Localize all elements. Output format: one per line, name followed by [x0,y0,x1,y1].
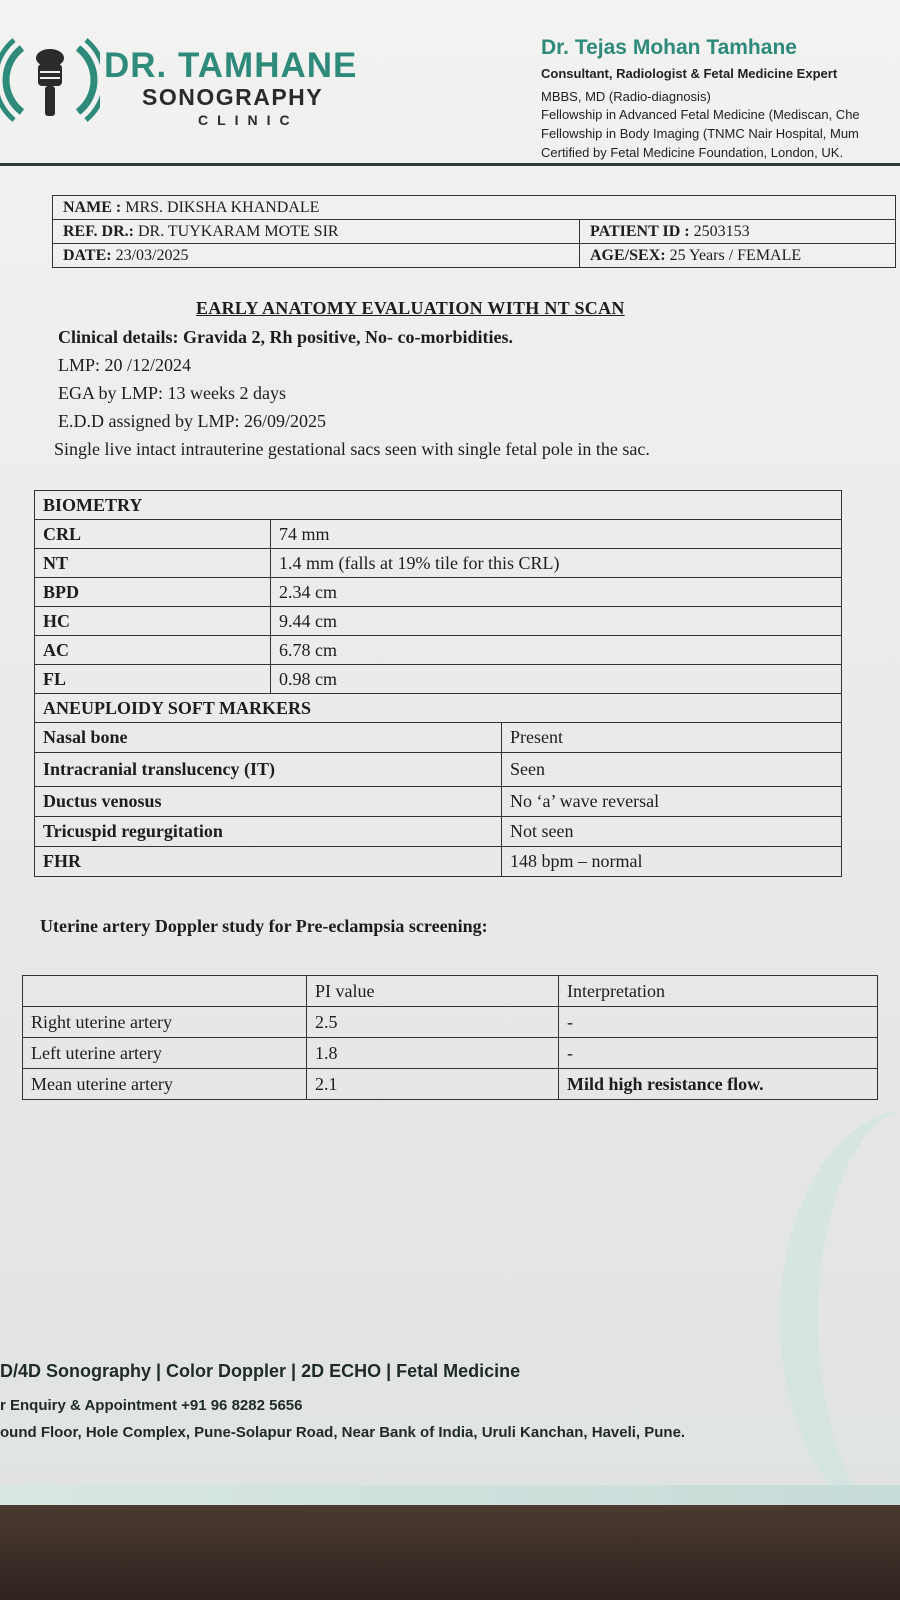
table-row [53,196,896,220]
table-row [23,1007,878,1038]
artery-label: Left uterine artery [23,1038,307,1069]
table-row [35,723,842,753]
artery-pi: 2.1 [307,1069,559,1100]
patient-name-value: MRS. DIKSHA KHANDALE [125,198,320,216]
table-row [35,636,842,665]
table-row [35,847,842,877]
doctor-name: Dr. Tejas Mohan Tamhane [541,36,797,59]
table-row [35,665,842,694]
patient-name-label: NAME : [63,198,122,216]
table-row [23,1069,878,1100]
biometry-label: AC [35,636,271,665]
report-title: EARLY ANATOMY EVALUATION WITH NT SCAN [196,298,625,318]
clinical-details: Clinical details: Gravida 2, Rh positive, No- co-morbidities. [58,327,513,347]
doctor-credential: Certified by Fetal Medicine Foundation, London, UK. [541,145,844,160]
biometry-value: 0.98 cm [271,665,842,694]
table-row [35,817,842,847]
biometry-label: FL [35,665,271,694]
clinic-subtitle: SONOGRAPHY [142,84,324,110]
marker-value: 148 bpm – normal [502,847,842,877]
footer-address: ound Floor, Hole Complex, Pune-Solapur Road, Near Bank of India, Uruli Kanchan, Haveli, Pune. [0,1424,686,1441]
artery-label: Mean uterine artery [23,1069,307,1100]
table-row [35,694,842,723]
date-cell [53,244,580,268]
artery-interpretation: - [559,1007,878,1038]
biometry-value: 6.78 cm [271,636,842,665]
marker-label: Ductus venosus [35,787,502,817]
age-sex-label: AGE/SEX: [590,246,666,264]
artery-pi: 1.8 [307,1038,559,1069]
age-sex-value: 25 Years / FEMALE [669,246,802,264]
biometry-value: 9.44 cm [271,607,842,636]
doppler-header-blank [23,976,307,1007]
table-row [35,491,842,520]
footer-enquiry: r Enquiry & Appointment +91 96 8282 5656 [0,1397,303,1414]
table-row [35,520,842,549]
doppler-col-pi: PI value [307,976,559,1007]
wooden-table-background [0,1505,900,1600]
doctor-credential: MBBS, MD (Radio-diagnosis) [541,89,711,104]
patient-id-value: 2503153 [693,222,750,240]
table-row [35,753,842,787]
footer-services: D/4D Sonography | Color Doppler | 2D ECHO | Fetal Medicine [0,1361,521,1381]
table-row [35,607,842,636]
marker-value: No ‘a’ wave reversal [502,787,842,817]
biometry-label: CRL [35,520,271,549]
table-row [23,976,878,1007]
lmp-line: LMP: 20 /12/2024 [58,355,192,375]
ref-doctor-value: DR. TUYKARAM MOTE SIR [137,222,339,240]
table-row [35,549,842,578]
artery-pi: 2.5 [307,1007,559,1038]
marker-value: Present [502,723,842,753]
marker-label: Intracranial translucency (IT) [35,753,502,787]
artery-interpretation: - [559,1038,878,1069]
biometry-value: 2.34 cm [271,578,842,607]
age-sex-cell [580,244,896,268]
markers-heading: ANEUPLOIDY SOFT MARKERS [35,694,842,723]
clinic-logo-icon [0,30,100,130]
doppler-heading: Uterine artery Doppler study for Pre-eclampsia screening: [40,916,488,936]
edd-line: E.D.D assigned by LMP: 26/09/2025 [58,411,326,431]
biometry-value: 1.4 mm (falls at 19% tile for this CRL) [271,549,842,578]
table-row [53,220,896,244]
artery-label: Right uterine artery [23,1007,307,1038]
biometry-heading: BIOMETRY [35,491,842,520]
table-row [35,787,842,817]
footer-band [0,1485,900,1505]
clinic-name: DR. TAMHANE [104,46,358,85]
marker-label: Nasal bone [35,723,502,753]
doppler-col-interpretation: Interpretation [559,976,878,1007]
doctor-credential: Consultant, Radiologist & Fetal Medicine Expert [541,66,838,81]
biometry-label: NT [35,549,271,578]
patient-id-label: PATIENT ID : [590,222,690,240]
date-value: 23/03/2025 [115,246,189,264]
doctor-credential: Fellowship in Body Imaging (TNMC Nair Hospital, Mum [541,126,859,141]
marker-label: FHR [35,847,502,877]
marker-value: Seen [502,753,842,787]
biometry-label: BPD [35,578,271,607]
artery-interpretation: Mild high resistance flow. [559,1069,878,1100]
clinic-word: CLINIC [198,112,299,128]
patient-info-table [52,195,896,268]
marker-label: Tricuspid regurgitation [35,817,502,847]
ref-doctor-cell [53,220,580,244]
ref-doctor-label: REF. DR.: [63,222,134,240]
header-divider [0,163,900,166]
ega-line: EGA by LMP: 13 weeks 2 days [58,383,286,403]
table-row [23,1038,878,1069]
summary-line: Single live intact intrauterine gestational sacs seen with single fetal pole in the sac. [54,439,650,459]
doppler-table [22,975,878,1100]
table-row [35,578,842,607]
table-row [53,244,896,268]
patient-id-cell [580,220,896,244]
biometry-table [34,490,842,877]
biometry-label: HC [35,607,271,636]
biometry-value: 74 mm [271,520,842,549]
doctor-credential: Fellowship in Advanced Fetal Medicine (Mediscan, Che [541,107,860,122]
decorative-swoosh [780,1110,900,1505]
patient-name-cell [53,196,896,220]
marker-value: Not seen [502,817,842,847]
date-label: DATE: [63,246,112,264]
